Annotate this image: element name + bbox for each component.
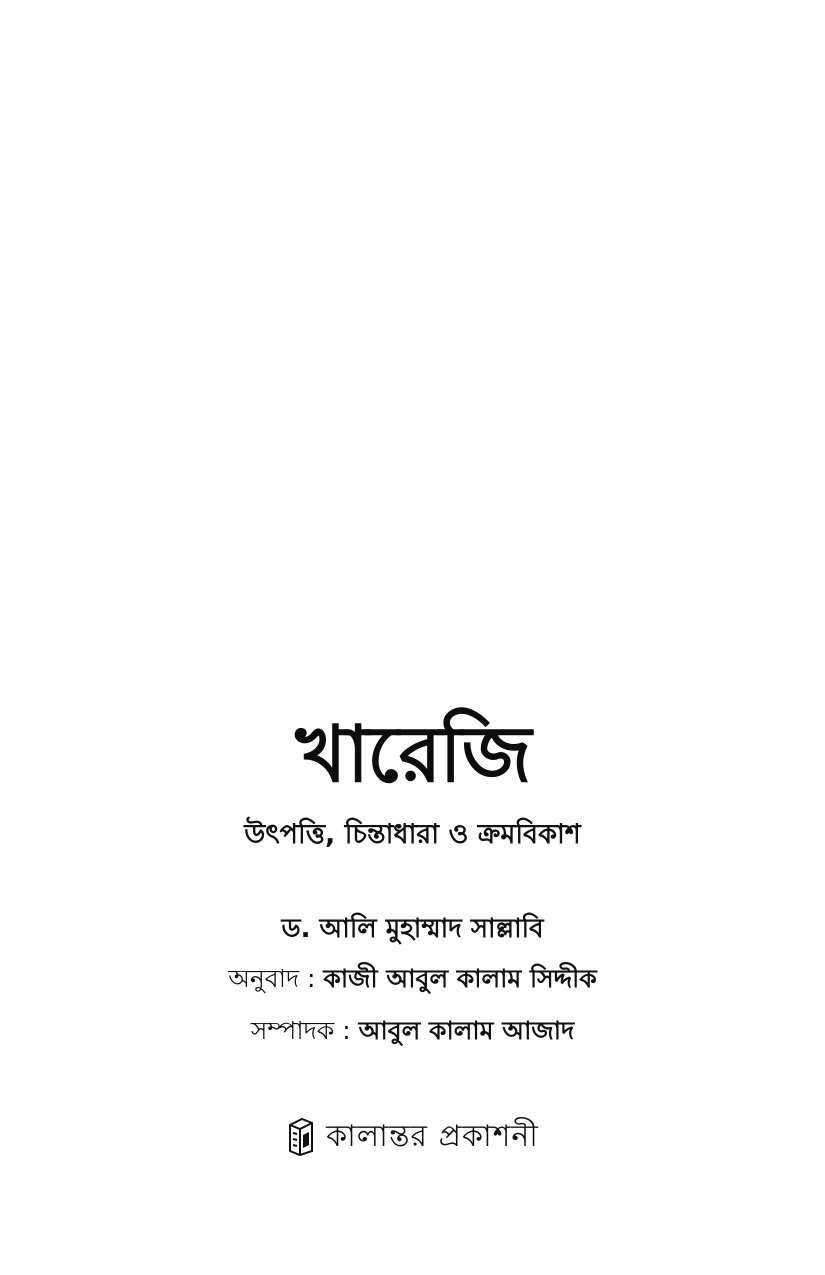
book-title: খারেজি	[295, 710, 530, 800]
translator-label: অনুবাদ :	[228, 964, 316, 993]
publisher-name: কালান্তর প্রকাশনী	[326, 1119, 539, 1154]
publisher-logo-icon	[286, 1117, 316, 1157]
editor-credit	[0, 1012, 825, 1050]
editor-label: সম্পাদক :	[250, 1016, 351, 1045]
publisher-block	[0, 1115, 825, 1159]
translator-name: কাজী আবুল কালাম সিদ্দীক	[323, 964, 597, 993]
author-name: ড. আলি মুহাম্মাদ সাল্লাবি	[281, 914, 544, 944]
book-subtitle: উৎপত্তি, চিন্তাধারা ও ক্রমবিকাশ	[244, 819, 581, 850]
translator-credit	[0, 960, 825, 998]
editor-name: আবুল কালাম আজাদ	[358, 1016, 575, 1045]
